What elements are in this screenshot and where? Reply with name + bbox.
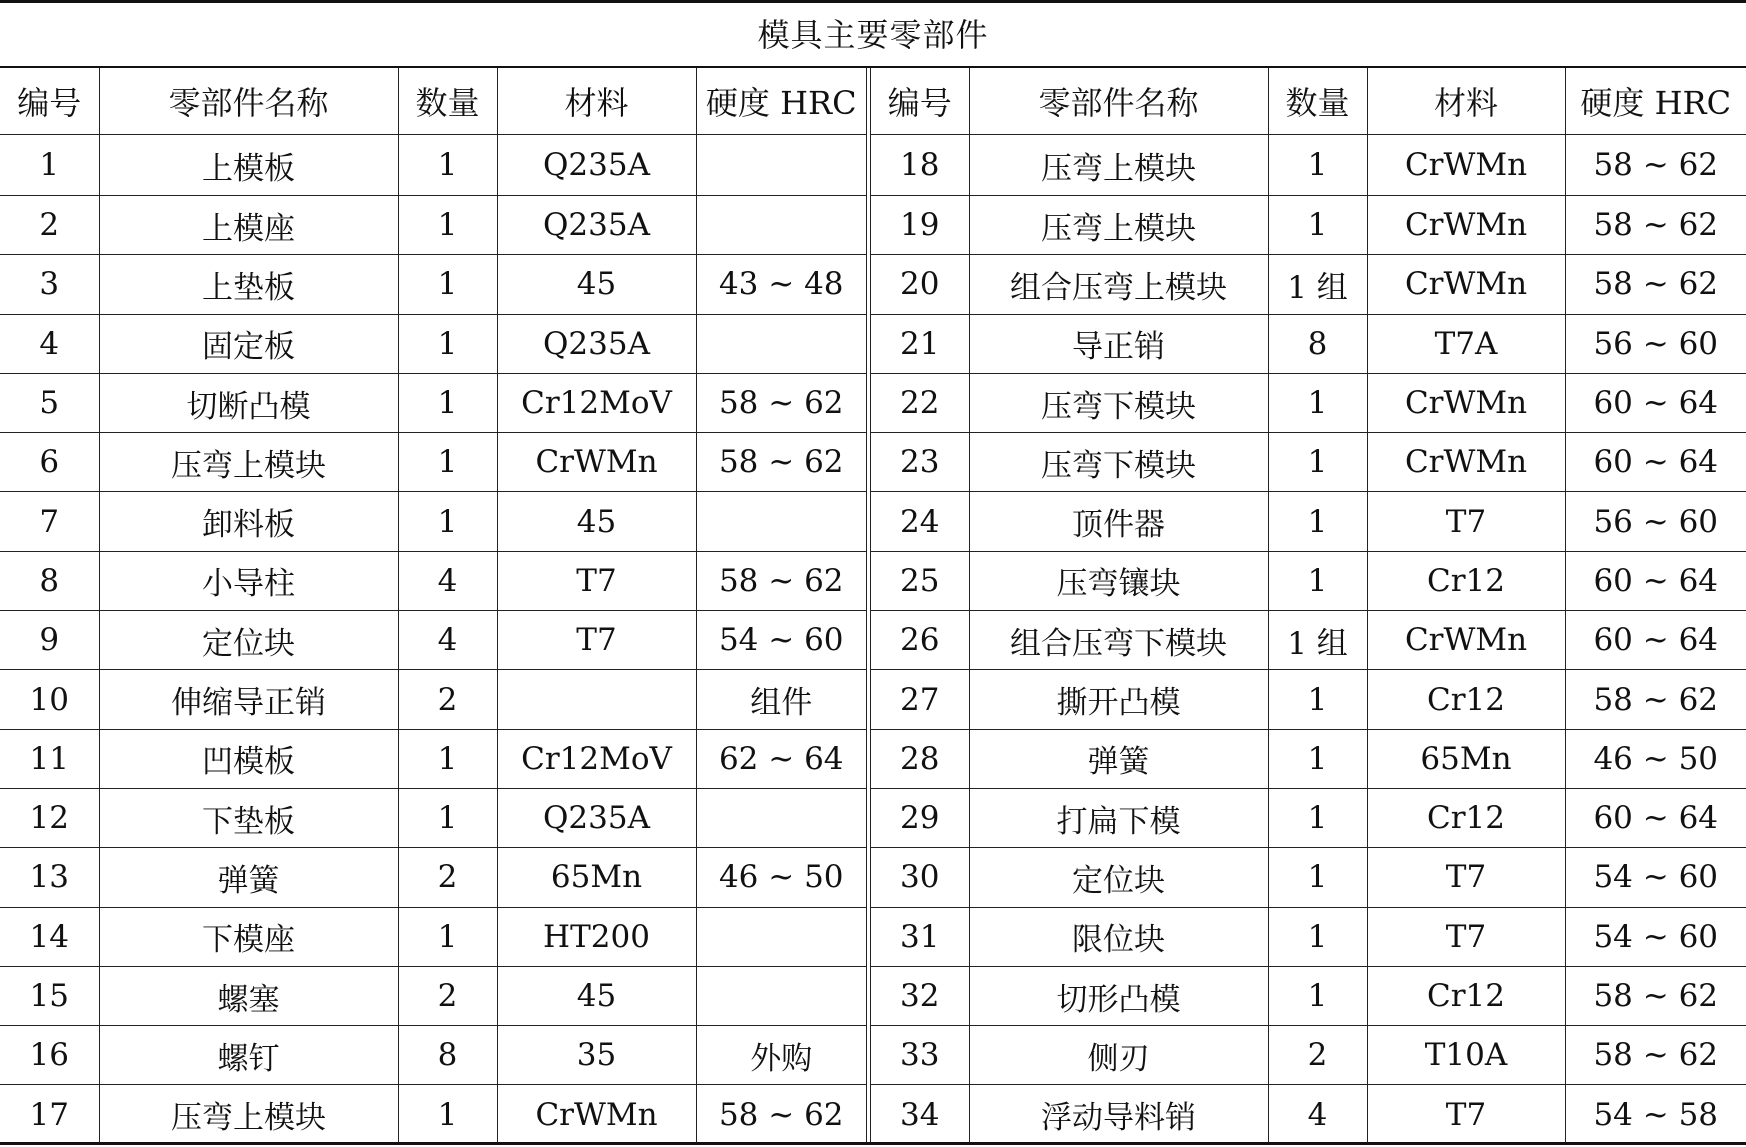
cell-material: CrWMn (1367, 135, 1565, 196)
table-row (871, 966, 1746, 1025)
cell-name: 压弯上模块 (969, 135, 1268, 196)
cell-no: 15 (0, 966, 99, 1025)
cell-hardness: 58 ~ 62 (1565, 1026, 1746, 1085)
table-row (871, 788, 1746, 847)
table-caption: 模具主要零部件 (757, 16, 989, 54)
header-material: 材料 (497, 68, 696, 135)
cell-name: 压弯下模块 (969, 433, 1268, 492)
cell-hardness: 58 ~ 62 (1565, 966, 1746, 1025)
cell-material: CrWMn (1367, 255, 1565, 314)
cell-hardness: 46 ~ 50 (696, 848, 866, 907)
cell-qty: 1 (398, 373, 497, 432)
cell-qty: 1 组 (1268, 255, 1367, 314)
table-row (0, 670, 866, 729)
cell-name: 导正销 (969, 314, 1268, 373)
cell-material: 35 (497, 1026, 696, 1085)
cell-name: 顶件器 (969, 492, 1268, 551)
cell-material: Cr12 (1367, 966, 1565, 1025)
cell-name: 螺塞 (99, 966, 398, 1025)
cell-hardness: 58 ~ 62 (1565, 670, 1746, 729)
header-material: 材料 (1367, 68, 1565, 135)
cell-name: 下垫板 (99, 788, 398, 847)
cell-name: 凹模板 (99, 729, 398, 788)
cell-hardness: 43 ~ 48 (696, 255, 866, 314)
cell-material: 65Mn (1367, 729, 1565, 788)
cell-name: 侧刃 (969, 1026, 1268, 1085)
cell-material: Q235A (497, 788, 696, 847)
table-row (0, 433, 866, 492)
table-row (871, 196, 1746, 255)
cell-no: 31 (871, 907, 969, 966)
cell-name: 螺钉 (99, 1026, 398, 1085)
cell-qty: 2 (1268, 1026, 1367, 1085)
cell-hardness: 58 ~ 62 (718, 1096, 844, 1133)
header-qty: 数量 (1268, 68, 1367, 135)
cell-hardness: 54 ~ 60 (1565, 848, 1746, 907)
cell-name: 打扁下模 (969, 788, 1268, 847)
cell-material: T7 (1367, 907, 1565, 966)
cell-name: 定位块 (969, 848, 1268, 907)
parts-table-right (871, 68, 1746, 1144)
header-hardness: 硬度 HRC (1565, 68, 1746, 135)
cell-no: 34 (871, 1085, 969, 1144)
cell-qty: 4 (398, 611, 497, 670)
cell-material: CrWMn (1367, 196, 1565, 255)
table-row (871, 1085, 1746, 1144)
cell-name: 压弯上模块 (99, 433, 398, 492)
table-row (0, 492, 866, 551)
cell-name: 压弯下模块 (969, 373, 1268, 432)
cell-material: 65Mn (497, 848, 696, 907)
table-row (871, 848, 1746, 907)
table-row (0, 729, 866, 788)
table-row (0, 611, 866, 670)
cell-no: 23 (871, 433, 969, 492)
table-row (0, 848, 866, 907)
cell-qty: 2 (398, 966, 497, 1025)
cell-hardness: 62 ~ 64 (696, 729, 866, 788)
cell-no: 29 (871, 788, 969, 847)
header-no: 编号 (871, 68, 969, 135)
table-row (871, 670, 1746, 729)
header-name: 零部件名称 (99, 68, 398, 135)
cell-material: Q235A (497, 196, 696, 255)
cell-hardness: 60 ~ 64 (1565, 373, 1746, 432)
cell-material: 45 (497, 966, 696, 1025)
cell-qty: 1 (398, 196, 497, 255)
cell-no: 11 (0, 729, 99, 788)
cell-material: T7 (1367, 492, 1565, 551)
cell-name: 组合压弯下模块 (969, 611, 1268, 670)
cell-name: 撕开凸模 (969, 670, 1268, 729)
cell-name: 定位块 (99, 611, 398, 670)
table-row (871, 1026, 1746, 1085)
bottom-rule (0, 1142, 1746, 1145)
cell-qty: 1 (398, 135, 497, 196)
cell-hardness: 54 ~ 60 (696, 611, 866, 670)
cell-hardness: 60 ~ 64 (1565, 551, 1746, 610)
cell-no: 13 (0, 848, 99, 907)
cell-hardness: 56 ~ 60 (1565, 314, 1746, 373)
cell-hardness: 组件 (696, 670, 866, 729)
cell-hardness: 56 ~ 60 (1565, 492, 1746, 551)
cell-hardness: 58 ~ 62 (1565, 255, 1746, 314)
cell-hardness: 58 ~ 62 (696, 373, 866, 432)
cell-hardness (696, 196, 866, 255)
table-row (0, 196, 866, 255)
cell-qty: 1 (1268, 551, 1367, 610)
cell-no: 2 (0, 196, 99, 255)
table-row (871, 135, 1746, 196)
cell-hardness: 54 ~ 60 (1565, 907, 1746, 966)
cell-name: 组合压弯上模块 (969, 255, 1268, 314)
cell-qty: 1 (398, 255, 497, 314)
cell-hardness: 58 ~ 62 (1565, 196, 1746, 255)
cell-qty: 1 (1268, 907, 1367, 966)
header-name: 零部件名称 (969, 68, 1268, 135)
cell-no: 25 (871, 551, 969, 610)
cell-hardness: 60 ~ 64 (1565, 433, 1746, 492)
cell-qty: 1 (1268, 196, 1367, 255)
cell-name: 伸缩导正销 (99, 670, 398, 729)
cell-material: HT200 (497, 907, 696, 966)
cell-no: 16 (0, 1026, 99, 1085)
cell-no: 28 (871, 729, 969, 788)
cell-name: 切断凸模 (99, 373, 398, 432)
cell-material: Cr12 (1367, 788, 1565, 847)
cell-qty: 1 (398, 492, 497, 551)
table-row (871, 492, 1746, 551)
cell-no: 6 (0, 433, 99, 492)
cell-qty: 2 (398, 670, 497, 729)
table-row (0, 1026, 866, 1085)
cell-no: 30 (871, 848, 969, 907)
cell-no: 14 (0, 907, 99, 966)
cell-hardness: 58 ~ 62 (1565, 135, 1746, 196)
table-row (0, 1085, 866, 1144)
header-row (0, 68, 866, 135)
table-row (0, 551, 866, 610)
cell-material: Cr12 (1367, 670, 1565, 729)
cell-qty: 1 (398, 907, 497, 966)
cell-hardness: 58 ~ 62 (696, 433, 866, 492)
cell-hardness: 46 ~ 50 (1565, 729, 1746, 788)
cell-hardness: 54 ~ 58 (1593, 1096, 1719, 1133)
cell-material: T10A (1367, 1026, 1565, 1085)
parts-table-left (0, 68, 866, 1144)
cell-material: CrWMn (1367, 611, 1565, 670)
cell-no: 24 (871, 492, 969, 551)
cell-name: 卸料板 (99, 492, 398, 551)
cell-name: 浮动导料销 (969, 1085, 1268, 1144)
cell-material: T7 (497, 551, 696, 610)
cell-hardness (696, 966, 866, 1025)
cell-material: Cr12MoV (497, 729, 696, 788)
cell-hardness: 外购 (696, 1026, 866, 1085)
cell-hardness (696, 492, 866, 551)
cell-qty: 2 (398, 848, 497, 907)
cell-name: 固定板 (99, 314, 398, 373)
cell-hardness: 60 ~ 64 (1565, 611, 1746, 670)
cell-name: 压弯镶块 (969, 551, 1268, 610)
table-row (871, 373, 1746, 432)
cell-name: 弹簧 (969, 729, 1268, 788)
cell-material: T7 (497, 611, 696, 670)
cell-qty: 1 (398, 433, 497, 492)
cell-qty: 1 (398, 1085, 497, 1144)
cell-qty: 1 (398, 314, 497, 373)
cell-qty: 1 (1268, 433, 1367, 492)
cell-material: T7 (1367, 848, 1565, 907)
table-row (0, 135, 866, 196)
table-row (871, 729, 1746, 788)
cell-name: 下模座 (99, 907, 398, 966)
cell-name: 压弯上模块 (969, 196, 1268, 255)
cell-hardness (696, 788, 866, 847)
cell-no: 7 (0, 492, 99, 551)
cell-no: 20 (871, 255, 969, 314)
cell-material: Cr12MoV (497, 373, 696, 432)
header-row (871, 68, 1746, 135)
table-row (0, 373, 866, 432)
cell-name: 压弯上模块 (99, 1085, 398, 1144)
table-row (0, 255, 866, 314)
table-row (871, 433, 1746, 492)
cell-hardness (696, 907, 866, 966)
cell-material: Q235A (497, 314, 696, 373)
cell-no: 21 (871, 314, 969, 373)
cell-material: Q235A (497, 135, 696, 196)
cell-material: 45 (497, 492, 696, 551)
cell-qty: 4 (1268, 1085, 1367, 1144)
cell-qty: 1 (1268, 788, 1367, 847)
cell-name: 上垫板 (99, 255, 398, 314)
table-row (0, 788, 866, 847)
header-no: 编号 (0, 68, 99, 135)
cell-hardness (696, 314, 866, 373)
table-row (871, 255, 1746, 314)
cell-qty: 1 组 (1268, 611, 1367, 670)
cell-qty: 1 (398, 788, 497, 847)
cell-material (497, 670, 696, 729)
table-row (0, 966, 866, 1025)
cell-name: 弹簧 (99, 848, 398, 907)
table-row (871, 551, 1746, 610)
cell-no: 12 (0, 788, 99, 847)
cell-material: CrWMn (497, 433, 696, 492)
cell-no: 17 (0, 1085, 99, 1144)
cell-name: 上模座 (99, 196, 398, 255)
table-row (0, 314, 866, 373)
cell-no: 27 (871, 670, 969, 729)
cell-hardness: 60 ~ 64 (1565, 788, 1746, 847)
cell-no: 8 (0, 551, 99, 610)
cell-name: 切形凸模 (969, 966, 1268, 1025)
cell-no: 3 (0, 255, 99, 314)
cell-name: 上模板 (99, 135, 398, 196)
table-row (871, 907, 1746, 966)
cell-material: CrWMn (497, 1085, 696, 1144)
cell-hardness (696, 135, 866, 196)
cell-name: 限位块 (969, 907, 1268, 966)
cell-qty: 1 (1268, 373, 1367, 432)
cell-no: 32 (871, 966, 969, 1025)
cell-no: 18 (871, 135, 969, 196)
cell-no: 10 (0, 670, 99, 729)
cell-no: 9 (0, 611, 99, 670)
cell-qty: 1 (1268, 729, 1367, 788)
cell-qty: 8 (398, 1026, 497, 1085)
header-hardness: 硬度 HRC (696, 68, 866, 135)
cell-qty: 1 (1268, 670, 1367, 729)
table-row (871, 314, 1746, 373)
cell-material: CrWMn (1367, 433, 1565, 492)
cell-qty: 1 (1268, 492, 1367, 551)
table-row (871, 611, 1746, 670)
cell-no: 26 (871, 611, 969, 670)
table-row (0, 907, 866, 966)
cell-no: 19 (871, 196, 969, 255)
cell-hardness: 58 ~ 62 (696, 551, 866, 610)
cell-no: 5 (0, 373, 99, 432)
cell-no: 4 (0, 314, 99, 373)
cell-no: 22 (871, 373, 969, 432)
cell-no: 1 (0, 135, 99, 196)
cell-material: Cr12 (1367, 551, 1565, 610)
cell-qty: 4 (398, 551, 497, 610)
cell-qty: 1 (1268, 135, 1367, 196)
cell-material: 45 (497, 255, 696, 314)
cell-no: 33 (871, 1026, 969, 1085)
cell-qty: 8 (1268, 314, 1367, 373)
cell-material: T7 (1367, 1085, 1565, 1144)
cell-qty: 1 (398, 729, 497, 788)
cell-material: T7A (1367, 314, 1565, 373)
header-qty: 数量 (398, 68, 497, 135)
cell-name: 小导柱 (99, 551, 398, 610)
cell-qty: 1 (1268, 966, 1367, 1025)
cell-qty: 1 (1268, 848, 1367, 907)
cell-material: CrWMn (1367, 373, 1565, 432)
